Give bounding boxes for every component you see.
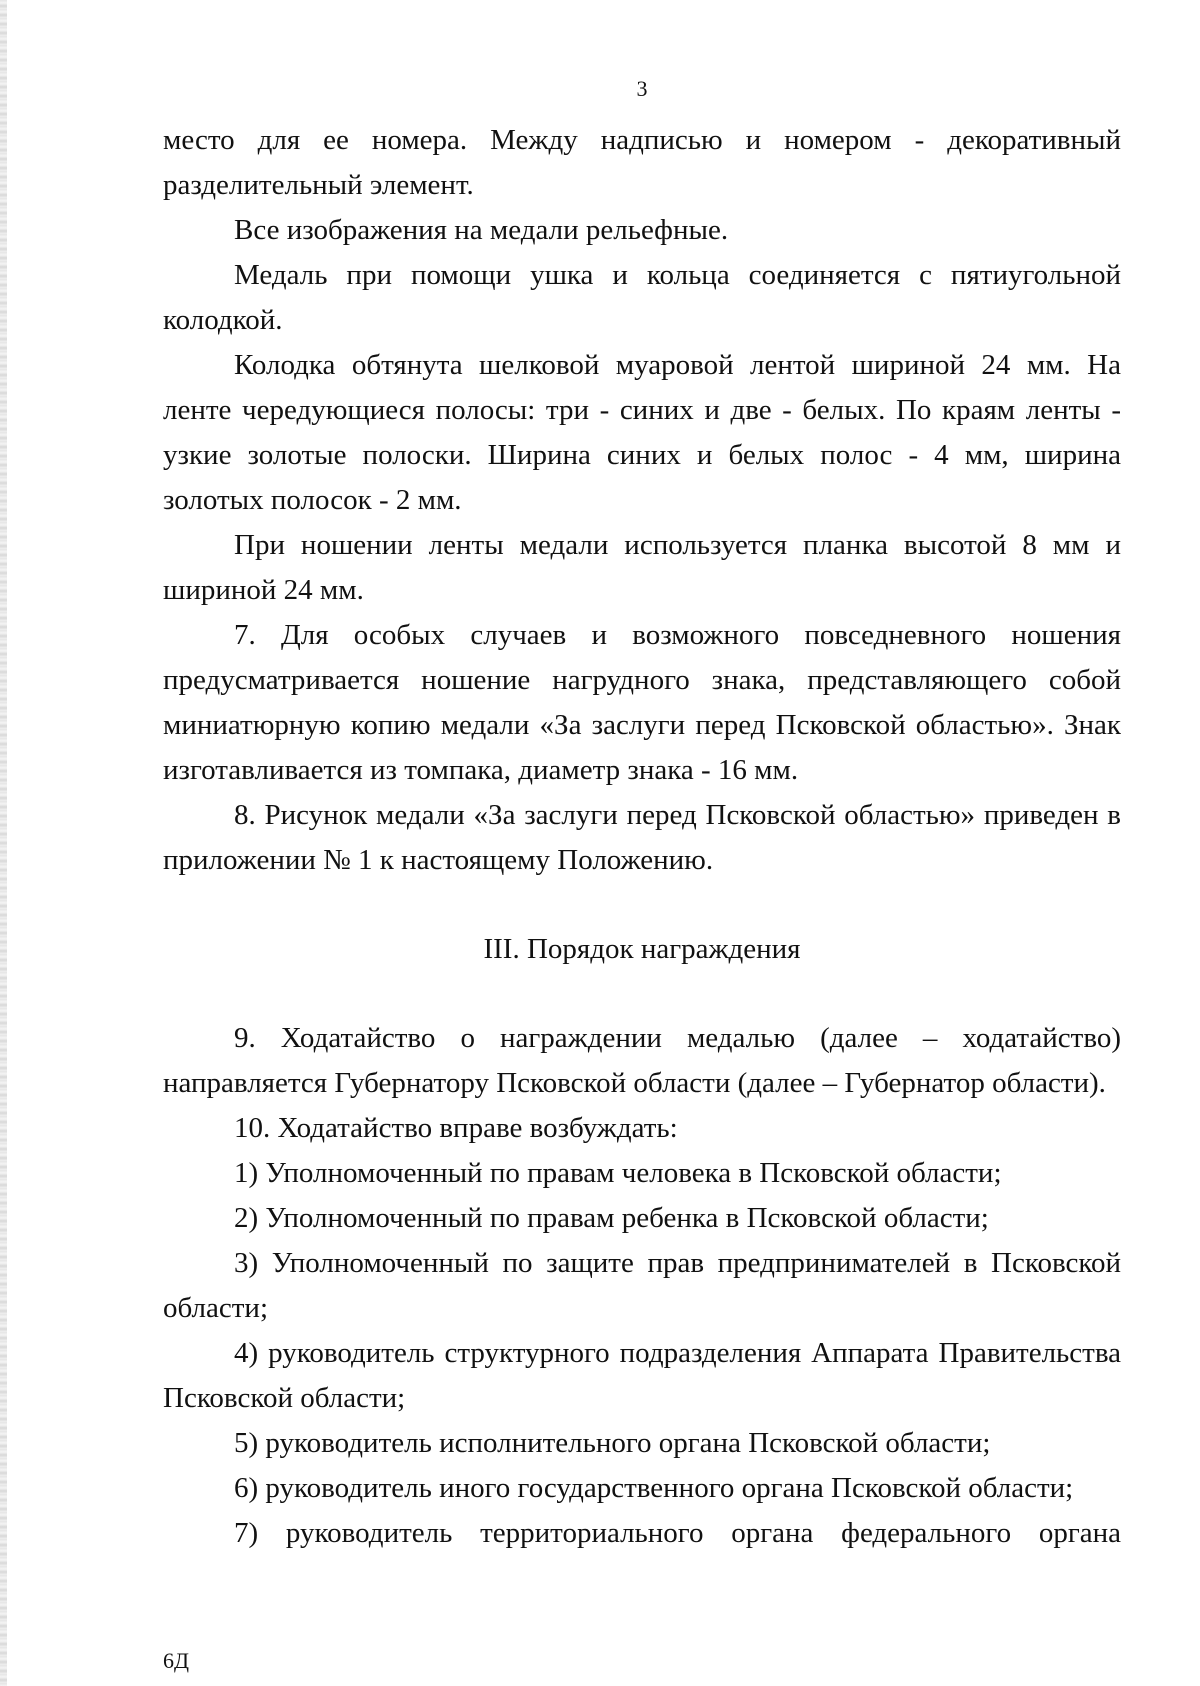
list-item: 7) руководитель территориального органа федерального органа — [234, 1517, 1121, 1549]
list-item: 1) Уполномоченный по правам человека в Псковской области; — [234, 1157, 1002, 1189]
document-body — [163, 118, 1121, 1556]
footer-code: 6Д — [163, 1648, 190, 1673]
paragraph: 9. Ходатайство о награждении медалью (далее – ходатайство) направляется Губернатору Псковской области (далее – Губернатор области). — [163, 1022, 1121, 1099]
list-item: 3) Уполномоченный по защите прав предпринимателей в Псковской области; — [163, 1247, 1121, 1324]
paragraph: При ношении ленты медали используется планка высотой 8 мм и шириной 24 мм. — [163, 529, 1121, 606]
paragraph: 7. Для особых случаев и возможного повседневного ношения предусматривается ношение нагрудного знака, представляющего собой миниатюрную копию медали «За заслуги перед Псковской областью». Знак изготавливается из томпака, диаметр знака - 16 мм. — [163, 619, 1121, 786]
list-item: 4) руководитель структурного подразделения Аппарата Правительства Псковской области; — [163, 1337, 1121, 1414]
section-heading: III. Порядок награждения — [483, 933, 801, 965]
paragraph: Все изображения на медали рельефные. — [234, 214, 729, 246]
list-item: 2) Уполномоченный по правам ребенка в Псковской области; — [234, 1202, 989, 1234]
paragraph: Колодка обтянута шелковой муаровой лентой шириной 24 мм. На ленте чередующиеся полосы: три - синих и две - белых. По краям ленты - узкие золотые полоски. Ширина синих и белых полос - 4 мм, ширина золотых полосок - 2 мм. — [163, 349, 1121, 516]
list-item: 5) руководитель исполнительного органа Псковской области; — [234, 1427, 991, 1459]
paragraph: 8. Рисунок медали «За заслуги перед Псковской областью» приведен в приложении № 1 к настоящему Положению. — [163, 799, 1121, 876]
page-number: 3 — [636, 76, 648, 101]
paragraph: место для ее номера. Между надписью и номером - декоративный разделительный элемент. — [163, 124, 1121, 201]
list-item: 6) руководитель иного государственного органа Псковской области; — [234, 1472, 1074, 1504]
paragraph: Медаль при помощи ушка и кольца соединяется с пятиугольной колодкой. — [163, 259, 1121, 336]
paragraph: 10. Ходатайство вправе возбуждать: — [234, 1112, 678, 1144]
scan-edge — [0, 0, 7, 1686]
